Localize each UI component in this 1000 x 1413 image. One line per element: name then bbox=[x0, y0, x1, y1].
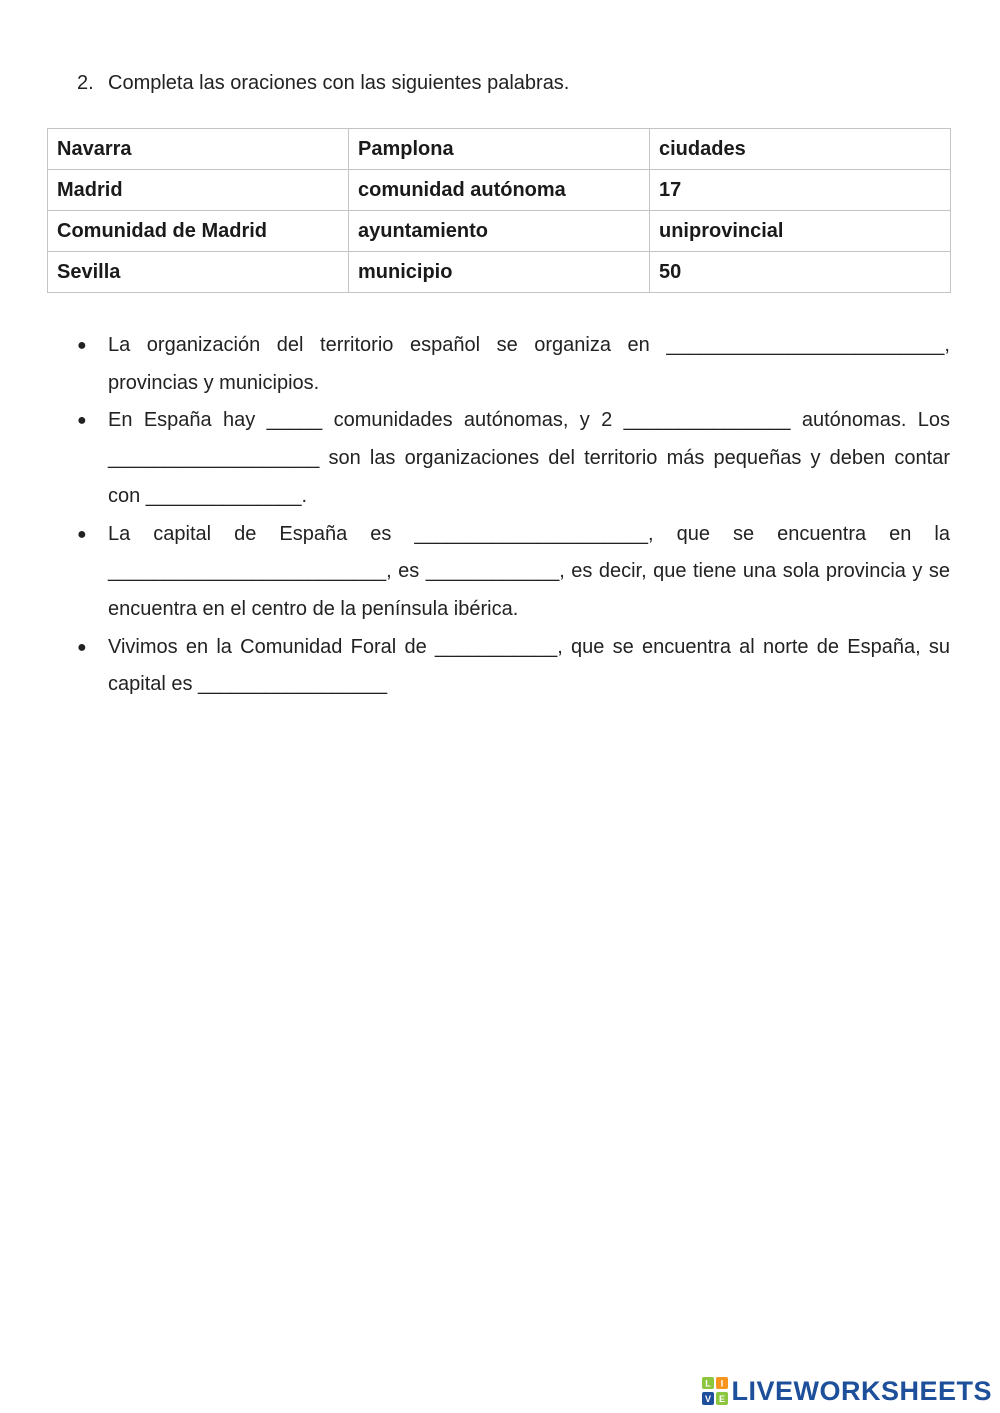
word-cell: Madrid bbox=[48, 170, 349, 211]
bullet-icon: ● bbox=[77, 638, 87, 656]
list-item bbox=[77, 629, 950, 704]
liveworksheets-logo-icon bbox=[702, 1377, 728, 1405]
exercise-number: 2. bbox=[77, 72, 94, 94]
word-cell: ayuntamiento bbox=[349, 211, 650, 252]
svg-text:E: E bbox=[719, 1394, 726, 1404]
bullet-icon: ● bbox=[77, 525, 87, 543]
list-item bbox=[77, 327, 950, 402]
table-row bbox=[48, 211, 951, 252]
word-bank-table bbox=[47, 128, 951, 293]
word-cell: municipio bbox=[349, 252, 650, 293]
sentence-text: Vivimos en la Comunidad Foral de ___________, que se encuentra al norte de España, su capital es _________________ bbox=[108, 635, 950, 696]
svg-text:L: L bbox=[705, 1378, 712, 1389]
sentence-text: En España hay _____ comunidades autónomas, y 2 _______________ autónomas. Los ___________________ son las organizaciones del territorio más pequeñas y deben contar con ______________. bbox=[108, 409, 950, 507]
instruction-text: Completa las oraciones con las siguientes palabras. bbox=[108, 72, 570, 94]
exercise-instruction bbox=[77, 70, 569, 96]
word-cell: Pamplona bbox=[349, 129, 650, 170]
watermark-text: LIVEWORKSHEETS bbox=[731, 1376, 992, 1406]
table-row bbox=[48, 170, 951, 211]
sentence-text: La organización del territorio español se organiza en _________________________, provincias y municipios. bbox=[108, 334, 950, 394]
word-cell: 50 bbox=[650, 252, 951, 293]
table-row bbox=[48, 129, 951, 170]
word-cell: Comunidad de Madrid bbox=[48, 211, 349, 252]
svg-text:V: V bbox=[705, 1394, 712, 1404]
word-cell: ciudades bbox=[650, 129, 951, 170]
liveworksheets-watermark bbox=[702, 1375, 992, 1407]
list-item bbox=[77, 516, 950, 629]
fill-in-sentences-list bbox=[77, 327, 950, 704]
svg-text:I: I bbox=[721, 1378, 724, 1389]
word-cell: 17 bbox=[650, 170, 951, 211]
word-cell: Sevilla bbox=[48, 252, 349, 293]
list-item bbox=[77, 402, 950, 515]
sentence-text: La capital de España es _____________________, que se encuentra en la _________________________, es ____________, es decir, que tiene una sola provincia y se encuentra en el centro de la península ibérica. bbox=[108, 522, 950, 620]
word-cell: Navarra bbox=[48, 129, 349, 170]
bullet-icon: ● bbox=[77, 337, 87, 354]
word-cell: comunidad autónoma bbox=[349, 170, 650, 211]
word-cell: uniprovincial bbox=[650, 211, 951, 252]
table-row bbox=[48, 252, 951, 293]
bullet-icon: ● bbox=[77, 412, 87, 430]
